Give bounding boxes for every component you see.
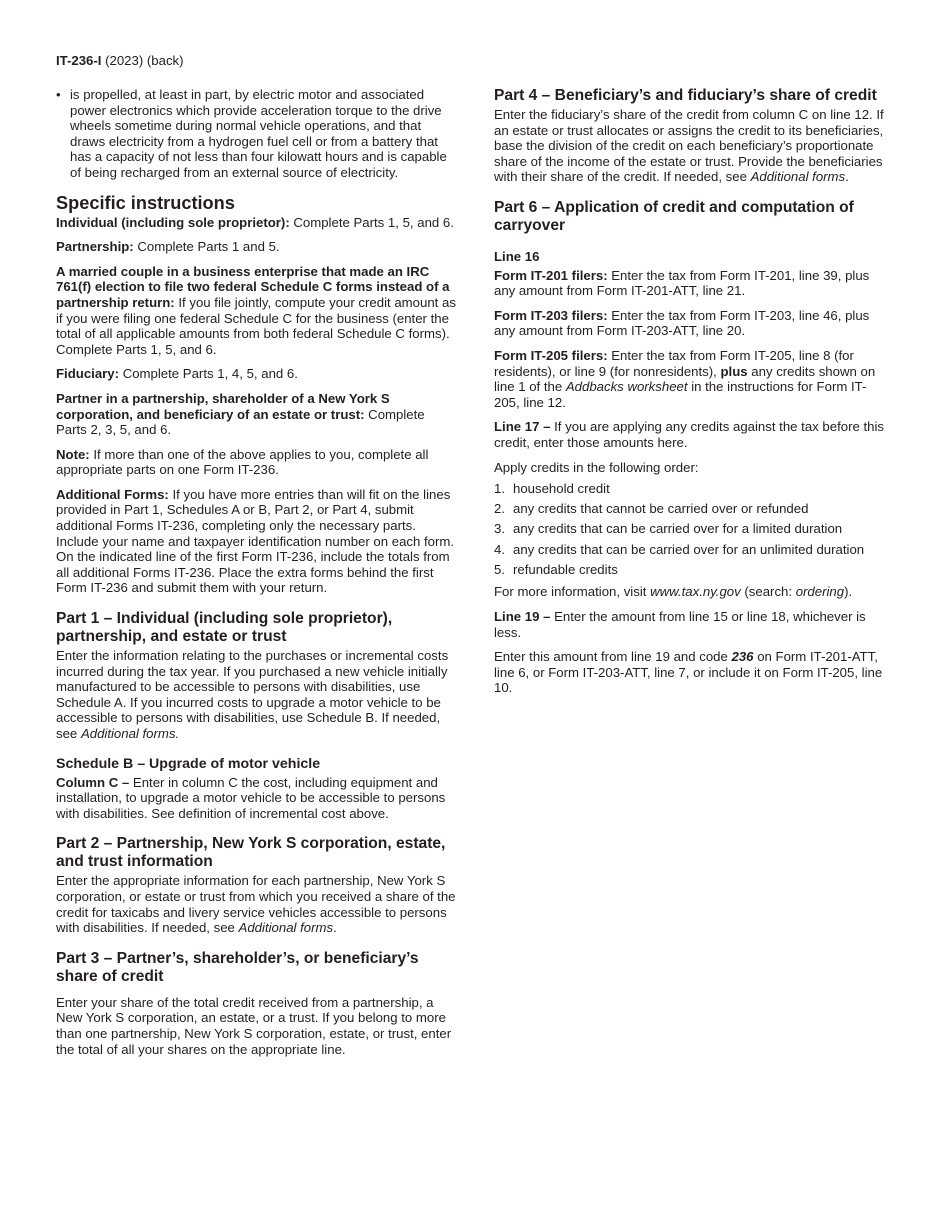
more-info-text1: For more information, visit [494, 584, 651, 600]
partner-text: Complete Parts 2, 3, 5, and 6. [56, 406, 425, 438]
note-text: If more than one of the above applies to you, complete all appropriate parts on one Form IT-236. [56, 446, 429, 478]
part6-heading: Part 6 – Application of credit and computation of carryover [494, 198, 854, 234]
it201-instruction [494, 268, 890, 299]
addbacks-worksheet-ref: Addbacks worksheet [565, 379, 688, 395]
apply-order-text: Apply credits in the following order: [494, 459, 699, 475]
bullet-text: is propelled, at least in part, by electric motor and associated power electronics which provide acceleration torque to the drive wheels sometime during normal vehicle operations, and that draws electricity from a hydrogen fuel cell or from a battery that has a capacity of not less than four kilowatt hours and is capable of being recharged from an external source of electricity. [70, 87, 447, 180]
part2-body: Enter the appropriate information for each partnership, New York S corporation, or estate or trust from which you received a share of the credit for taxicabs and livery service vehicles accessible to persons with disabilities. If needed, see [56, 873, 456, 936]
part2-text [56, 873, 458, 935]
it201-label: Form IT-201 filers: [494, 267, 608, 283]
list-item [494, 521, 890, 537]
line19-text: Enter the amount from line 15 or line 18, whichever is less. [494, 609, 866, 640]
it205-instruction [494, 348, 890, 410]
enter-amount-text1: Enter this amount from line 19 and code [494, 649, 732, 665]
additional-forms-instruction [56, 487, 458, 596]
part2-additional-forms-ref: Additional forms [238, 920, 334, 936]
line19-label: Line 19 – [494, 609, 551, 625]
fiduciary-label: Fiduciary: [56, 366, 120, 382]
it203-text: Enter the tax from Form IT-203, line 46, plus any amount from Form IT-203-ATT, line 20. [494, 307, 870, 339]
partner-instruction [56, 391, 458, 438]
list-item-number: 5. [494, 561, 505, 577]
line19-instruction [494, 609, 890, 640]
list-item-text: any credits that can be carried over for an unlimited duration [513, 541, 865, 557]
married-couple-instruction [56, 264, 458, 358]
note-instruction [56, 447, 458, 478]
partnership-instruction [56, 239, 458, 255]
list-item-text: household credit [513, 481, 610, 497]
page-header [56, 53, 184, 69]
it205-text3: in the instructions for Form IT-205, line 12. [494, 379, 867, 410]
part4-heading: Part 4 – Beneficiary’s and fiduciary’s share of credit [494, 87, 877, 104]
part3-text: Enter your share of the total credit received from a partnership, a New York S corporation, an estate, or a trust. If you belong to more than one partnership, New York S corporation, estate, or trust, enter the total of all your shares on the appropriate line. [56, 994, 452, 1057]
part1-text [56, 648, 458, 742]
line17-instruction [494, 419, 890, 450]
form-year-side: (2023) (back) [101, 53, 184, 68]
schedule-b-text [56, 775, 458, 822]
married-couple-text: If you file jointly, compute your credit amount as if you were filing one federal Schedule C for the business (enter the total of all applicable amounts from both federal Schedule C forms). Complete Parts 1, 5, and 6. [56, 294, 456, 357]
tax-website-link[interactable]: www.tax.ny.gov [650, 584, 741, 600]
list-item-text: any credits that can be carried over for a limited duration [513, 521, 843, 537]
list-item [494, 481, 890, 497]
part1-heading: Part 1 – Individual (including sole proprietor), partnership, and estate or trust [56, 610, 393, 646]
individual-label: Individual (including sole proprietor): [56, 214, 290, 230]
part4-text [494, 107, 890, 185]
column-c-label: Column C – [56, 774, 130, 790]
partnership-label: Partnership: [56, 239, 134, 255]
part2-end: . [333, 920, 337, 936]
specific-instructions-heading: Specific instructions [56, 192, 235, 213]
list-item-number: 3. [494, 521, 505, 537]
it205-label: Form IT-205 filers: [494, 347, 608, 363]
line16-heading: Line 16 [494, 248, 540, 264]
enter-amount-text2: on Form IT-201-ATT, line 6, or Form IT-203-ATT, line 7, or include it on Form IT-205, line 10. [494, 649, 883, 696]
list-item-number: 2. [494, 501, 505, 517]
married-couple-label: A married couple in a business enterprise that made an IRC 761(f) election to file two federal Schedule C forms instead of a partnership return: [56, 263, 450, 310]
individual-text: Complete Parts 1, 5, and 6. [289, 214, 454, 230]
partner-label: Partner in a partnership, shareholder of a New York S corporation, and beneficiary of an estate or trust: [56, 390, 390, 422]
part4-additional-forms-ref: Additional forms [750, 169, 846, 185]
it205-plus: plus [720, 363, 748, 379]
credit-order-list [494, 481, 890, 577]
additional-forms-text: If you have more entries than will fit on the lines provided in Part 1, Schedules A or B, Part 2, or Part 4, submit additional Forms IT-236, completing only the necessary parts. Include your name and taxpayer identification number on each form. On the indicated line of the first Form IT-236, include the totals from all additional Forms IT-236. Place the extra forms behind the first Form IT-236 and submit them with your return. [56, 486, 455, 596]
list-item-text: refundable credits [513, 561, 618, 577]
search-term: ordering [795, 584, 845, 600]
list-item-number: 4. [494, 541, 505, 557]
more-info-text3: ). [844, 584, 853, 600]
partnership-text: Complete Parts 1 and 5. [133, 239, 280, 255]
right-column [494, 87, 890, 705]
schedule-b-heading: Schedule B – Upgrade of motor vehicle [56, 755, 321, 772]
line17-text: If you are applying any credits against the tax before this credit, enter those amounts here. [494, 419, 884, 450]
it201-text: Enter the tax from Form IT-201, line 39, plus any amount from Form IT-201-ATT, line 21. [494, 267, 870, 299]
list-item [494, 562, 890, 578]
bullet-dot: • [56, 87, 61, 102]
more-info-text [494, 584, 890, 600]
left-column [56, 87, 458, 1066]
more-info-text2: (search: [740, 584, 796, 600]
part3-heading: Part 3 – Partner’s, shareholder’s, or beneficiary’s share of credit [56, 949, 419, 985]
list-item-text: any credits that cannot be carried over or refunded [513, 501, 809, 517]
it205-text1: Enter the tax from Form IT-205, line 8 (for residents), or line 9 (for nonresidents), [494, 347, 854, 379]
column-c-text: Enter in column C the cost, including equipment and installation, to upgrade a motor vehicle to be accessible to persons with disabilities. See definition of incremental cost above. [56, 774, 446, 821]
list-item [494, 542, 890, 558]
fiduciary-instruction [56, 366, 458, 382]
it203-label: Form IT-203 filers: [494, 307, 608, 323]
list-item [494, 501, 890, 517]
part2-heading: Part 2 – Partnership, New York S corporation, estate, and trust information [56, 835, 446, 871]
it203-instruction [494, 308, 890, 339]
individual-instruction [56, 215, 458, 231]
it205-text2: any credits shown on line 1 of the [494, 363, 876, 395]
credit-code: 236 [731, 649, 754, 665]
form-id: IT-236-I [56, 53, 102, 68]
line17-label: Line 17 – [494, 419, 551, 435]
list-item-number: 1. [494, 481, 505, 497]
part4-body: Enter the fiduciary’s share of the credit from column C on line 12. If an estate or trust allocates or assigns the credit to its beneficiaries, base the division of the credit on each beneficiary’s proportionate share of the income of the estate or trust. Provide the beneficiaries with their share of the credit. If needed, see [494, 107, 884, 185]
part1-additional-forms-ref: Additional forms. [80, 726, 180, 741]
fiduciary-text: Complete Parts 1, 4, 5, and 6. [119, 366, 298, 382]
note-label: Note: [56, 446, 90, 462]
enter-amount-text [494, 649, 890, 696]
additional-forms-label: Additional Forms: [56, 486, 169, 502]
part4-end: . [845, 169, 849, 185]
part1-body: Enter the information relating to the purchases or incremental costs incurred during the tax year. If you purchased a new vehicle initially manufactured to be accessible to persons with disabilities, use Schedule A. If you incurred costs to upgrade a motor vehicle to be accessible to persons with disabilities, use Schedule B. If needed, see [56, 648, 449, 741]
bullet-item [56, 87, 458, 181]
